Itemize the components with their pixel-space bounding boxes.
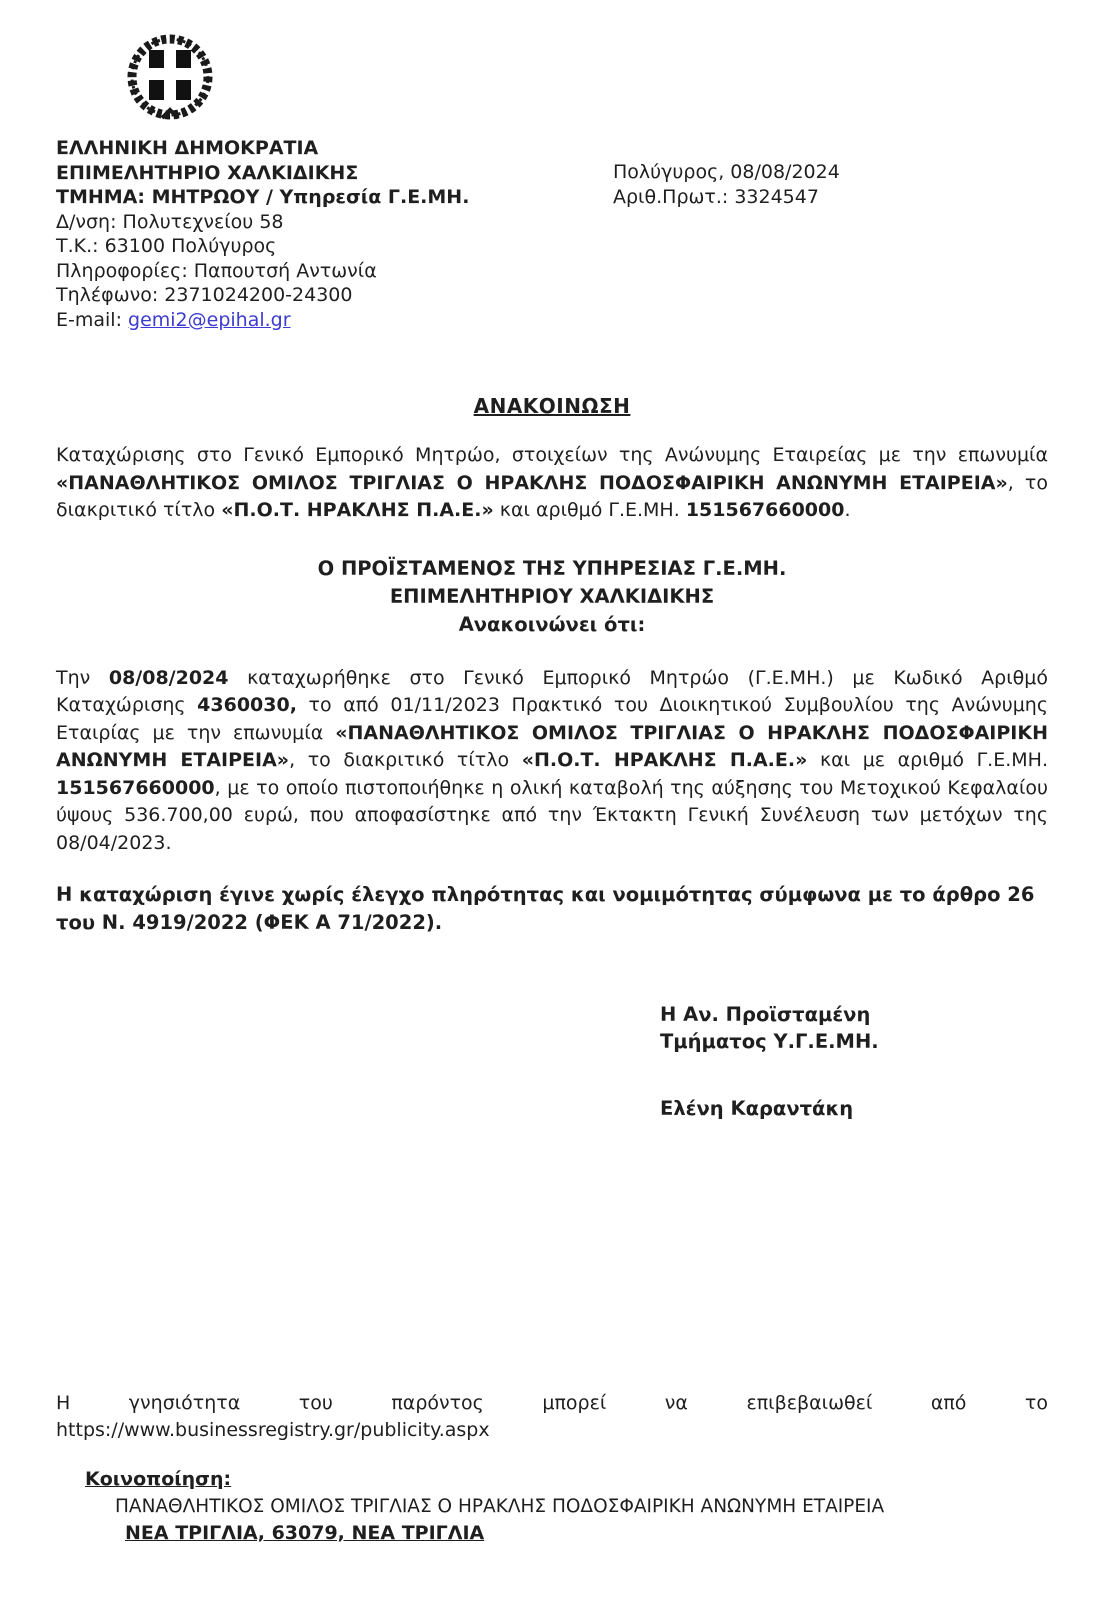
issuer-chamber: ΕΠΙΜΕΛΗΤΗΡΙΟ ΧΑΛΚΙΔΙΚΗΣ: [56, 161, 359, 184]
issuer-country: ΕΛΛΗΝΙΚΗ ΔΗΜΟΚΡΑΤΙΑ: [56, 137, 319, 159]
signature-block: [660, 1001, 1048, 1122]
body-paragraph: Την 08/08/2024 καταχωρήθηκε στο Γενικό Εμπορικό Μητρώο (Γ.Ε.ΜΗ.) με Κωδικό Αριθμό Καταχώρισης 4360030, το από 01/11/2023 Πρακτικό του Διοικητικού Συμβουλίου της Ανώνυμης Εταιρίας με την επωνυμία «ΠΑΝΑΘΛΗΤΙΚΟΣ ΟΜΙΛΟΣ ΤΡΙΓΛΙΑΣ Ο ΗΡΑΚΛΗΣ ΠΟΔΟΣΦΑΙΡΙΚΗ ΑΝΩΝΥΜΗ ΕΤΑΙΡΕΙΑ», το διακριτικό τίτλο «Π.Ο.Τ. ΗΡΑΚΛΗΣ Π.Α.Ε.» και με αριθμό Γ.Ε.ΜΗ. 151567660000, με το οποίο πιστοποιήθηκε η ολική καταβολή της αύξησης του Μετοχικού Κεφαλαίου ύψους 536.700,00 ευρώ, που αποφασίστηκε από την Έκτακτη Γενική Συνέλευση των μετόχων της 08/04/2023.: [56, 666, 1048, 854]
email-link[interactable]: gemi2@epihal.gr: [128, 308, 291, 331]
signer-name: Ελένη Καραντάκη: [660, 1097, 854, 1120]
authority-line1: Ο ΠΡΟΪΣΤΑΜΕΝΟΣ ΤΗΣ ΥΠΗΡΕΣΙΑΣ Γ.Ε.ΜΗ.: [317, 556, 787, 580]
greek-republic-emblem: [118, 30, 228, 130]
announce-line: Ανακοινώνει ότι:: [458, 612, 646, 636]
issuer-phone: Τηλέφωνο: 2371024200-24300: [56, 284, 353, 306]
issuer-contact-person: Πληροφορίες: Παπουτσή Αντωνία: [56, 259, 377, 282]
document-header: [56, 136, 1048, 332]
signer-role-line1: Η Αν. Προϊσταμένη: [660, 1003, 871, 1026]
issuer-department: ΤΜΗΜΑ: ΜΗΤΡΩΟΥ / Υπηρεσία Γ.Ε.ΜΗ.: [56, 186, 470, 208]
verification-url: https://www.businessregistry.gr/publicity.aspx: [56, 1419, 490, 1441]
intro-paragraph: Καταχώρισης στο Γενικό Εμπορικό Μητρώο, στοιχείων της Ανώνυμης Εταιρείας με την επωνυμία «ΠΑΝΑΘΛΗΤΙΚΟΣ ΟΜΙΛΟΣ ΤΡΙΓΛΙΑΣ Ο ΗΡΑΚΛΗΣ ΠΟΔΟΣΦΑΙΡΙΚΗ ΑΝΩΝΥΜΗ ΕΤΑΙΡΕΙΑ», το διακριτικό τίτλο «Π.Ο.Τ. ΗΡΑΚΛΗΣ Π.Α.Ε.» και αριθμό Γ.Ε.ΜΗ. 151567660000.: [56, 444, 1048, 521]
emblem-icon: [118, 30, 222, 130]
place-date: Πολύγυρος, 08/08/2024: [613, 161, 840, 183]
issuer-postal: Τ.Κ.: 63100 Πολύγυρος: [56, 235, 277, 257]
issuer-address: Δ/νση: Πολυτεχνείου 58: [56, 210, 284, 233]
authority-heading: [56, 555, 1048, 639]
issuer-email-line: [56, 308, 1048, 333]
legal-note: Η καταχώριση έγινε χωρίς έλεγχο πληρότητας και νομιμότητας σύμφωνα με το άρθρο 26 του Ν. 4919/2022 (ΦΕΚ Α 71/2022).: [56, 883, 1035, 934]
notification-section: [56, 1466, 1048, 1547]
notification-company: ΠΑΝΑΘΛΗΤΙΚΟΣ ΟΜΙΛΟΣ ΤΡΙΓΛΙΑΣ Ο ΗΡΑΚΛΗΣ ΠΟΔΟΣΦΑΙΡΙΚΗ ΑΝΩΝΥΜΗ ΕΤΑΙΡΕΙΑ: [115, 1496, 885, 1517]
issuer-block: [56, 136, 1048, 332]
notification-label: Κοινοποίηση:: [85, 1468, 232, 1490]
document-title: ΑΝΑΚΟΙΝΩΣΗ: [473, 394, 631, 418]
email-label: E-mail:: [56, 308, 129, 331]
protocol-number: Αριθ.Πρωτ.: 3324547: [613, 185, 819, 208]
verification-sentence: Η γνησιότητα του παρόντος μπορεί να επιβεβαιωθεί από το: [56, 1392, 1048, 1414]
verification-note: [56, 1390, 1048, 1444]
signer-role-line2: Τμήματος Υ.Γ.Ε.ΜΗ.: [660, 1030, 879, 1053]
notification-address: ΝΕΑ ΤΡΙΓΛΙΑ, 63079, ΝΕΑ ΤΡΙΓΛΙΑ: [125, 1522, 485, 1544]
authority-line2: ΕΠΙΜΕΛΗΤΗΡΙΟΥ ΧΑΛΚΙΔΙΚΗΣ: [389, 584, 715, 608]
reference-block: [613, 160, 840, 209]
